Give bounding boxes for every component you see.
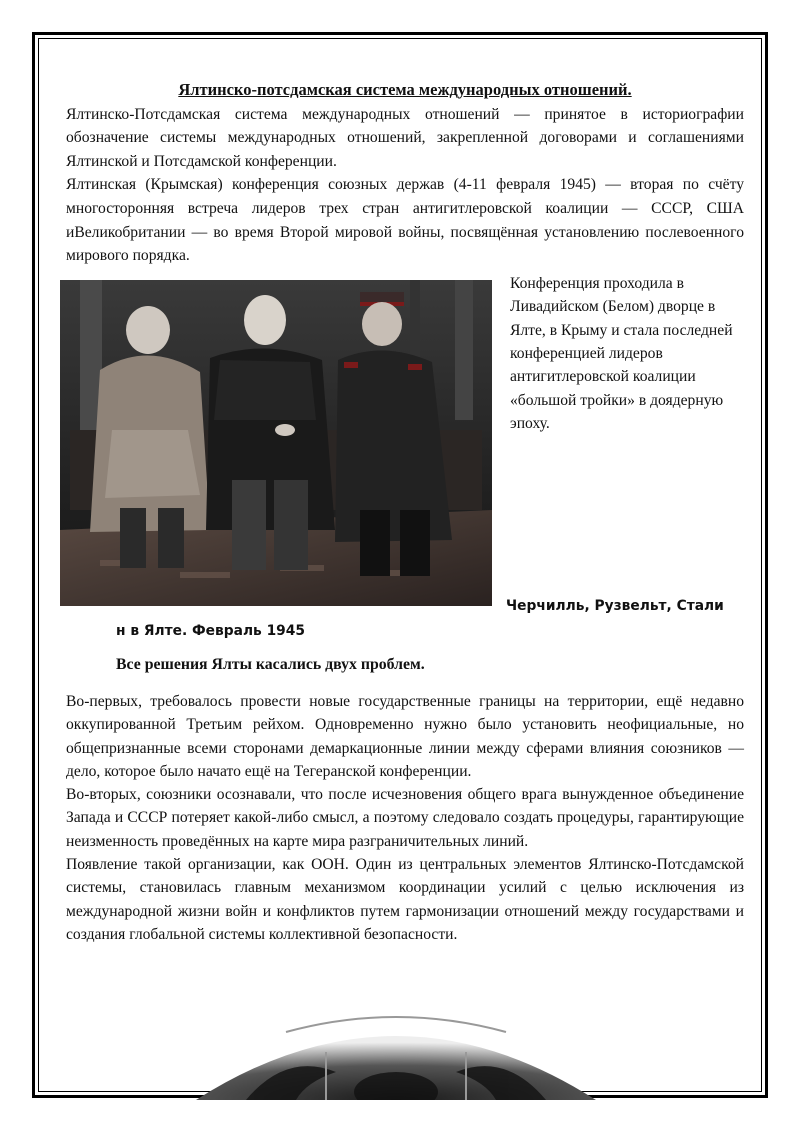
photo-caption-line-1: Черчилль, Рузвельт, Стали bbox=[506, 598, 724, 614]
decisions-heading: Все решения Ялты касались двух проблем. bbox=[116, 656, 425, 673]
yalta-photo bbox=[60, 280, 492, 606]
body-paragraph-1: Во-первых, требовалось провести новые государственные границы на территории, ещё недавно оккупированной Третьим рейхом. Одновременно нужно было установить неофициальные, но общепризнанные всеми сторонами демаркационные линии между сферами влияния союзников — дело, которое было начато ещё на Тегеранской конференции. bbox=[66, 693, 744, 780]
body-paragraph-2: Во-вторых, союзники осознавали, что после исчезновения общего врага вынужденное объединение Запада и СССР потеряет какой-либо смысл, а поэтому следовало создать процедуры, гарантирующие неизменность проведённых на карте мира разграничительных линий. bbox=[66, 786, 744, 850]
photo-row bbox=[66, 272, 744, 607]
intro-paragraph-2: Ялтинская (Крымская) конференция союзных держав (4-11 февраля 1945) — вторая по счёту многосторонняя встреча лидеров трех стран антигитлеровской коалиции — СССР, США иВеликобритании — во время Второй мировой войны, посвящённая установлению послевоенного мирового порядка. bbox=[66, 176, 744, 265]
document-title: Ялтинско-потсдамская система международных отношений. bbox=[178, 80, 632, 99]
body-paragraph-3: Появление такой организации, как ООН. Один из центральных элементов Ялтинско-Потсдамской системы, становилась главным механизмом координации усилий с целью исключения из международной жизни войн и конфликтов путем гармонизации отношений между государствами и создания глобальной системы коллективной безопасности. bbox=[66, 856, 744, 943]
photo-caption-line-2: н в Ялте. Февраль 1945 bbox=[116, 623, 305, 639]
conference-location-text: Конференция проходила в Ливадийском (Белом) дворце в Ялте, в Крыму и стала последней конференцией лидеров антигитлеровской коалиции «большой тройки» в доядерную эпоху. bbox=[510, 274, 733, 433]
document-top-section bbox=[66, 78, 744, 607]
document-body-section bbox=[66, 690, 744, 946]
emblem-image bbox=[186, 1012, 606, 1100]
intro-paragraph-1: Ялтинско-Потсдамская система международных отношений — принятое в историографии обозначение системы международных отношений, закрепленной договорами и соглашениями Ялтинской и Потсдамской конференции. bbox=[66, 105, 744, 170]
